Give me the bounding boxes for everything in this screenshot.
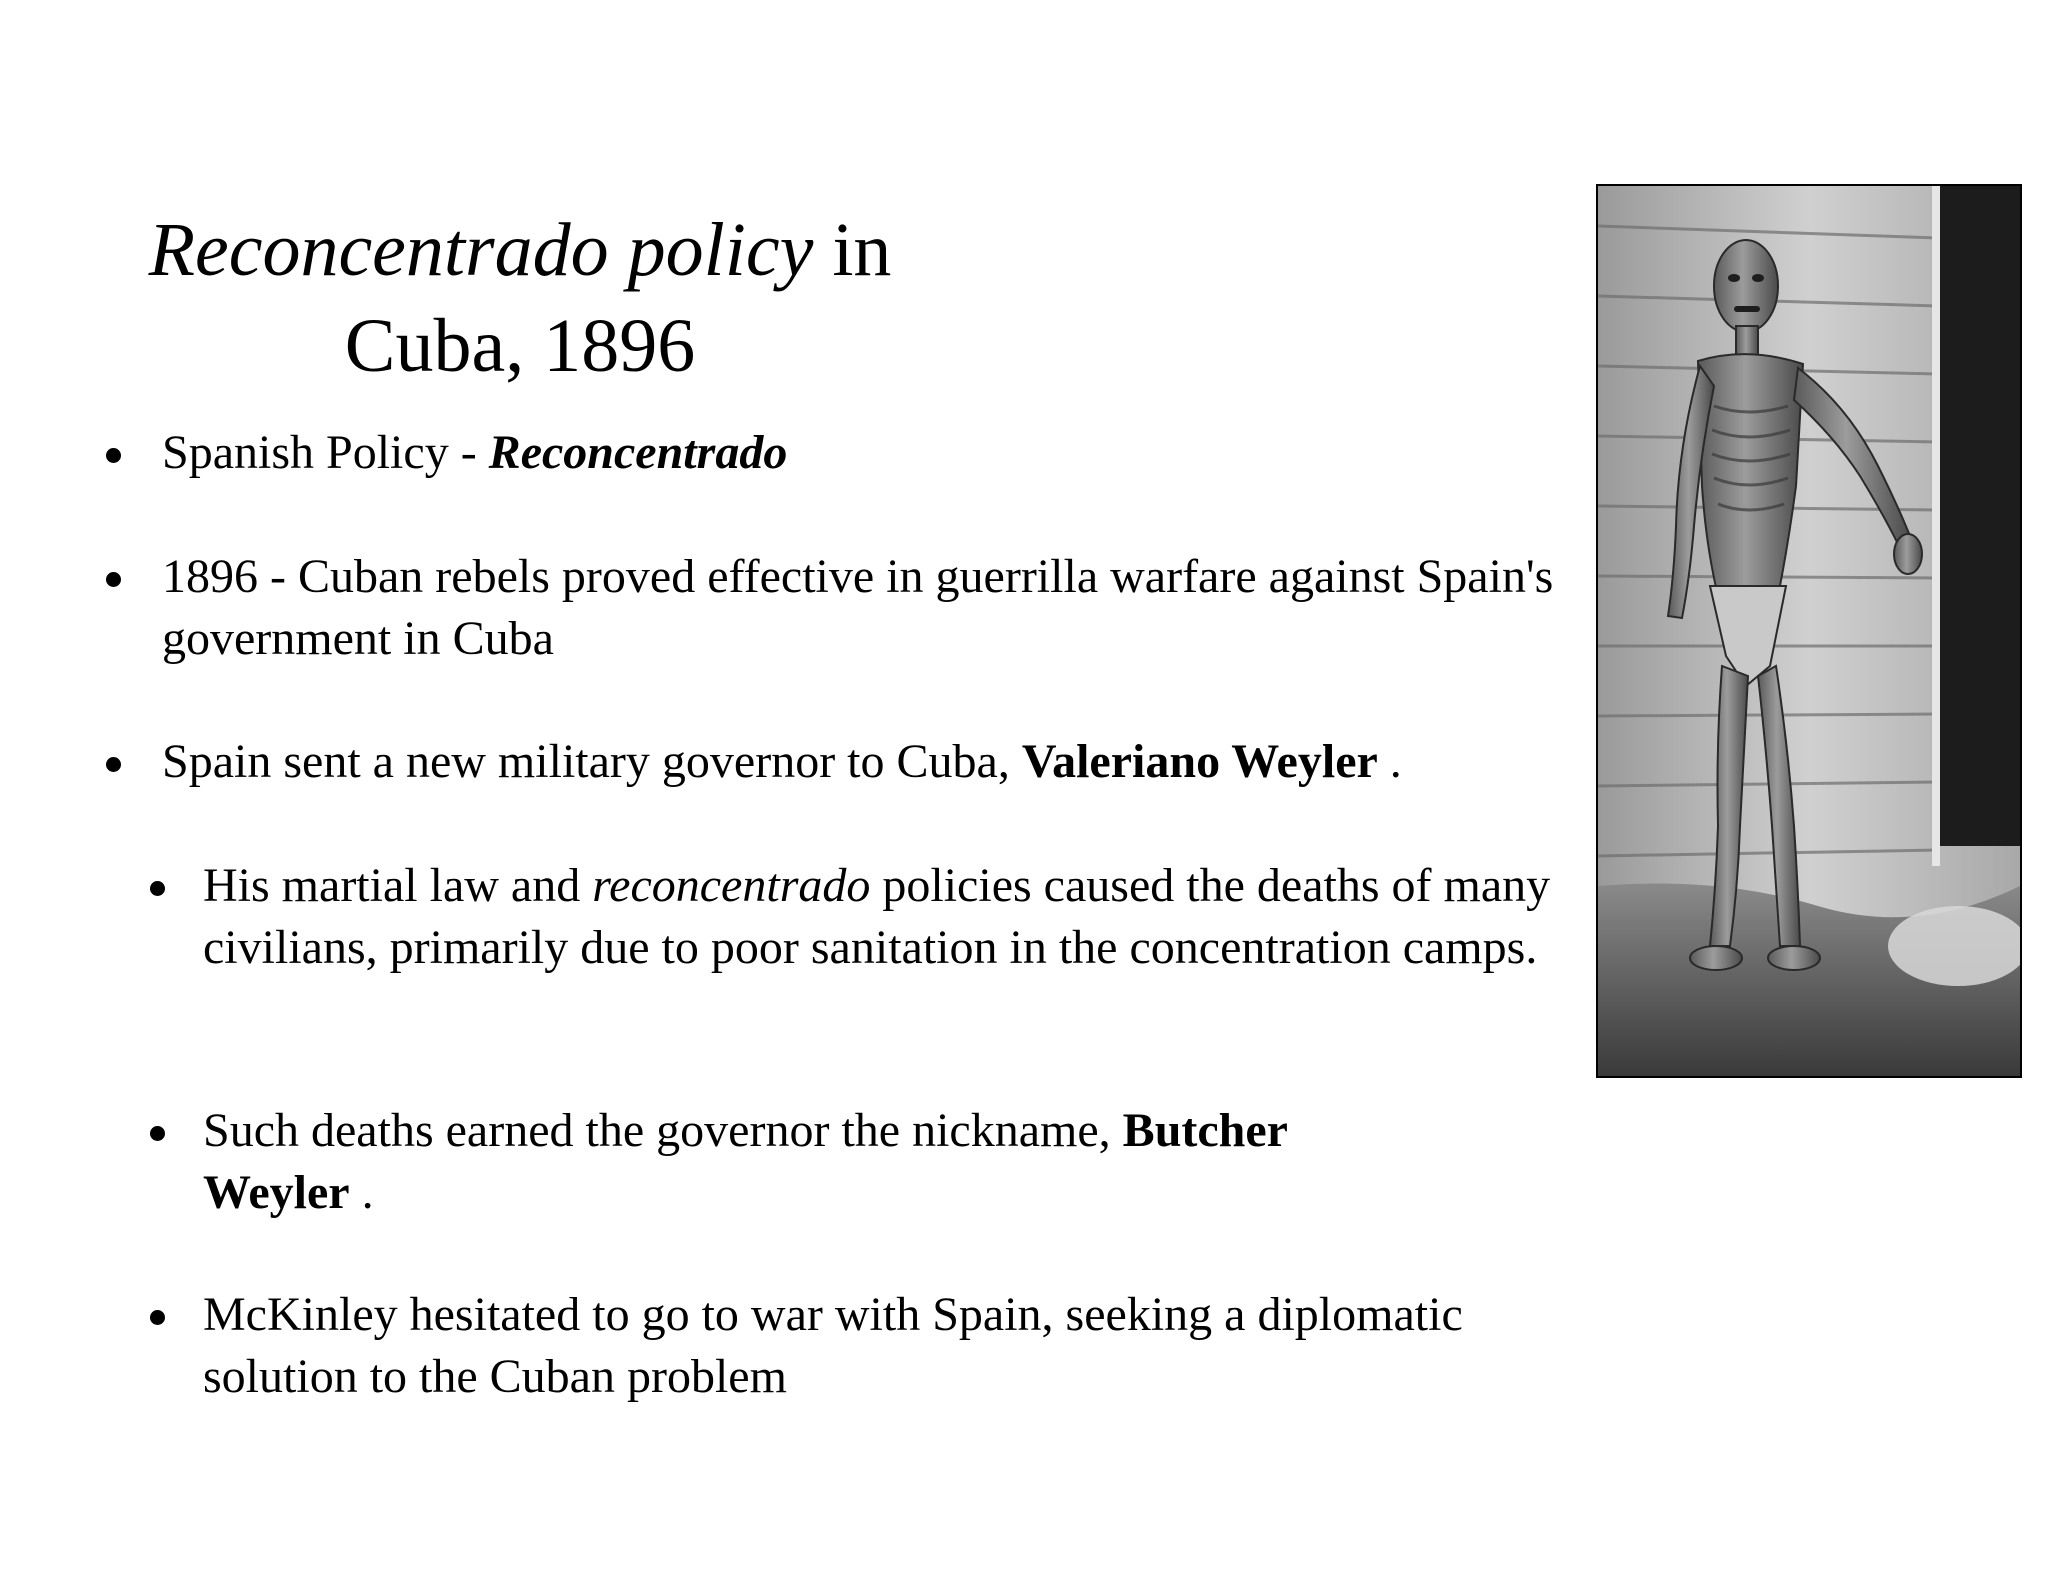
title-line-2: Cuba, 1896 [344, 304, 696, 388]
bullet-text: His martial law and reconcentrado policies caused the deaths of many civilians, primarily due to poor sanitation in the concentration camps. [203, 859, 1551, 974]
bullet-item [162, 422, 1562, 484]
bullet-dot-icon [106, 572, 121, 587]
bullet-text: Spain sent a new military governor to Cuba, Valeriano Weyler . [162, 735, 1402, 788]
bullet-dot-icon [106, 757, 121, 772]
bullet-emphasis: Reconcentrado [488, 426, 788, 479]
bullet-emphasis: Butcher Weyler [203, 1104, 1288, 1219]
bullet-dot-icon [150, 1126, 165, 1141]
bullet-dot-icon [150, 881, 165, 896]
bullet-emphasis: reconcentrado [592, 859, 871, 912]
historical-photo [1596, 184, 2022, 1078]
bullet-text: McKinley hesitated to go to war with Spain, seeking a diplomatic solution to the Cuban problem [203, 1288, 1463, 1403]
bullet-item [203, 1284, 1623, 1408]
bullet-text: 1896 - Cuban rebels proved effective in guerrilla warfare against Spain's government in Cuba [162, 550, 1554, 665]
bullet-text: Spanish Policy - Reconcentrado [162, 426, 788, 479]
bullet-item [162, 731, 1562, 793]
bullet-emphasis: Valeriano Weyler [1021, 735, 1378, 788]
bullet-item [162, 546, 1562, 670]
bullet-dot-icon [150, 1310, 165, 1325]
bullet-text: Such deaths earned the governor the nickname, Butcher Weyler . [203, 1104, 1288, 1219]
bullet-item [203, 1100, 1403, 1224]
bullet-item [203, 855, 1573, 979]
bullet-dot-icon [106, 448, 121, 463]
emaciated-man-photo-icon [1598, 186, 2020, 1076]
title-italic: Reconcentrado policy [148, 208, 814, 292]
title-plain: in [813, 208, 892, 292]
